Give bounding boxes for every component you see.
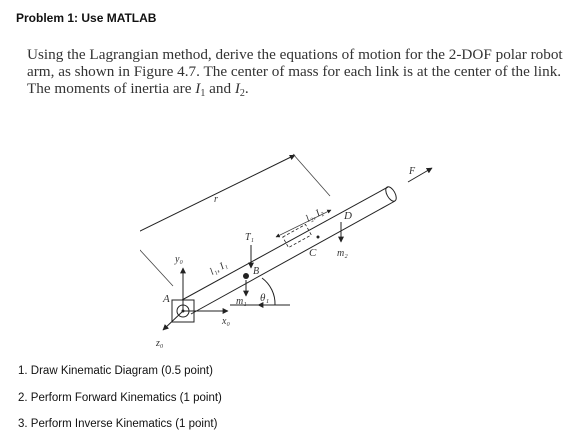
label-b: B [253, 266, 260, 277]
period-text: . [244, 80, 249, 98]
label-y0: y₀ [175, 254, 183, 265]
polar-robot-arm-figure [140, 140, 450, 350]
task-list [18, 365, 222, 445]
r-dimension [140, 154, 330, 286]
label-d: D [344, 210, 352, 222]
problem-statement [27, 46, 572, 103]
task-item: 2. Perform Forward Kinematics (1 point) [18, 391, 222, 404]
and-text: and [205, 80, 235, 98]
problem-title: Problem 1: Use MATLAB [16, 11, 157, 25]
label-r: r [214, 194, 218, 205]
label-theta1: θ₁ [260, 292, 270, 304]
label-x0: x₀ [222, 316, 230, 327]
label-t1: T₁ [245, 232, 255, 243]
problem-text-body: Using the Lagrangian method, derive the equations of motion for the 2-DOF polar robot arm, as shown in Figure 4.7. The center of mass for each link is at the center of the link. The moments of inertia are [27, 46, 563, 98]
inertia-subscript-2: 2 [239, 88, 245, 100]
point-b [243, 273, 249, 279]
label-l2-I2: l₂, I₂ [304, 206, 326, 225]
label-c: C [309, 247, 317, 259]
inertia-subscript-1: 1 [200, 88, 206, 100]
inertia-symbol-2: I [234, 80, 240, 98]
label-z0: z₀ [156, 338, 164, 349]
label-l1-I1: l₁, I₁ [208, 259, 230, 278]
label-m2: m₂ [337, 248, 348, 259]
label-f: F [409, 166, 416, 177]
task-item: 3. Perform Inverse Kinematics (1 point) [18, 418, 218, 430]
inertia-symbol-1: I [195, 80, 201, 98]
label-m1: m₁ [236, 296, 247, 307]
task-item: 1. Draw Kinematic Diagram (0.5 point) [18, 365, 213, 377]
link-2-mass-box [283, 224, 312, 247]
label-a: A [163, 293, 170, 305]
point-c [317, 236, 320, 239]
